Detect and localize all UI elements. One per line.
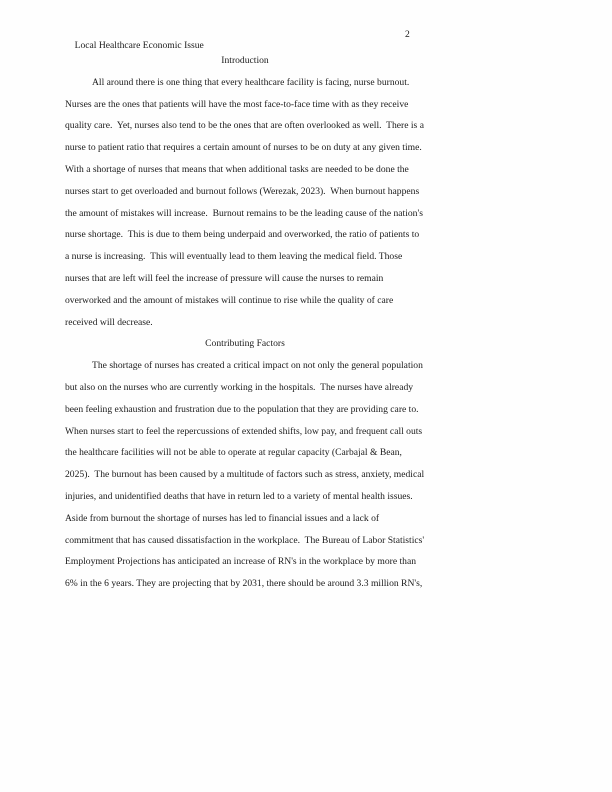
text-line: 6% in the 6 years. They are projecting that by 2031, there should be around 3.3 million RN's,: [65, 578, 423, 590]
text-line: The shortage of nurses has created a critical impact on not only the general population: [92, 360, 423, 372]
text-line: 2025). The burnout has been caused by a multitude of factors such as stress, anxiety, medical: [65, 469, 425, 481]
text-line: commitment that has caused dissatisfaction in the workplace. The Bureau of Labor Statistics': [65, 534, 425, 546]
text-line: Nurses are the ones that patients will have the most face-to-face time with as they receive: [65, 98, 409, 110]
text-line: Aside from burnout the shortage of nurses has led to financial issues and a lack of: [65, 512, 380, 524]
text-line: but also on the nurses who are currently working in the hospitals. The nurses have already: [65, 381, 414, 393]
text-line: nurse shortage. This is due to them being underpaid and overworked, the ratio of patients to: [65, 229, 420, 241]
text-line: the healthcare facilities will not be able to operate at regular capacity (Carbajal & Bean,: [65, 447, 402, 459]
text-line: quality care. Yet, nurses also tend to be the ones that are often overlooked as well. There is a: [65, 120, 424, 132]
text-line: nurses that are left will feel the increase of pressure will cause the nurses to remain: [65, 272, 384, 284]
section-heading-introduction: Introduction: [221, 55, 269, 66]
text-line: nurses start to get overloaded and burnout follows (Werezak, 2023). When burnout happens: [65, 185, 420, 197]
text-line: a nurse is increasing. This will eventually lead to them leaving the medical field. Those: [65, 251, 403, 263]
text-line: received will decrease.: [65, 316, 153, 328]
text-line: Employment Projections has anticipated an increase of RN's in the workplace by more than: [65, 556, 417, 568]
section-heading-contributing-factors: Contributing Factors: [205, 338, 285, 350]
running-head: [65, 29, 612, 51]
text-line: injuries, and unidentified deaths that have in return led to a variety of mental health issues.: [65, 490, 413, 502]
page-number: 2: [405, 29, 410, 40]
text-line: When nurses start to feel the repercussions of extended shifts, low pay, and frequent call outs: [65, 425, 423, 437]
text-line: nurse to patient ratio that requires a certain amount of nurses to be on duty at any given time.: [65, 142, 422, 154]
text-line: been feeling exhaustion and frustration due to the population that they are providing care to.: [65, 403, 419, 415]
document-body: [65, 50, 425, 595]
running-head-title: Local Healthcare Economic Issue: [74, 40, 204, 51]
text-line: All around there is one thing that every healthcare facility is facing, nurse burnout.: [92, 76, 410, 88]
text-line: overworked and the amount of mistakes will continue to rise while the quality of care: [65, 294, 394, 306]
text-line: the amount of mistakes will increase. Burnout remains to be the leading cause of the nation's: [65, 207, 423, 219]
text-line: With a shortage of nurses that means that when additional tasks are needed to be done the: [65, 163, 409, 175]
